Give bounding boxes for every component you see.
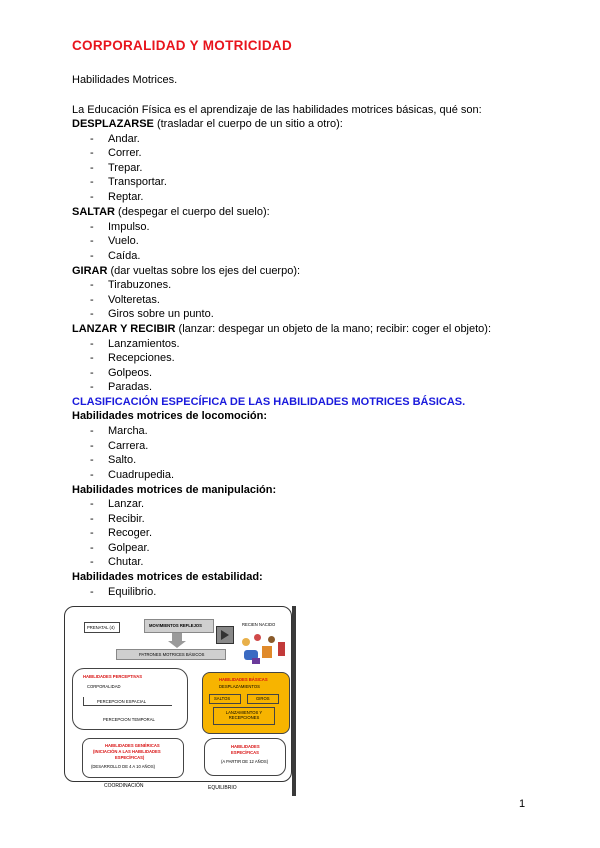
list-item: - Recibir. bbox=[90, 513, 145, 525]
prenatal-box: PRENATAL (4) bbox=[84, 622, 120, 633]
list-item: - Equilibrio. bbox=[90, 586, 157, 598]
motor-skills-diagram bbox=[64, 606, 296, 796]
newborn-label: RECIEN NACIDO bbox=[240, 620, 280, 629]
list-item: - Marcha. bbox=[90, 425, 148, 437]
list-item: - Paradas. bbox=[90, 381, 153, 393]
group-lanzar-heading: LANZAR Y RECIBIR (lanzar: despegar un objeto de la mano; recibir: coger el objeto): bbox=[72, 323, 492, 335]
list-item: - Lanzar. bbox=[90, 498, 145, 510]
list-item: - Transportar. bbox=[90, 176, 167, 188]
specific-skills-box: HABILIDADES ESPECÍFICAS (A PARTIR DE 12 AÑOS) bbox=[204, 738, 286, 776]
group-heading: DESPLAZARSE bbox=[72, 118, 154, 130]
list-item: - Correr. bbox=[90, 147, 142, 159]
list-item: - Reptar. bbox=[90, 191, 144, 203]
page-number: 1 bbox=[519, 798, 526, 810]
list-item: - Giros sobre un punto. bbox=[90, 308, 214, 320]
group-saltar-heading: SALTAR (despegar el cuerpo del suelo): bbox=[72, 206, 270, 218]
document-title: CORPORALIDAD Y MOTRICIDAD bbox=[72, 38, 293, 53]
play-arrow-icon bbox=[216, 626, 234, 644]
group-girar-heading: GIRAR (dar vueltas sobre los ejes del cuerpo): bbox=[72, 265, 301, 277]
reflex-box: MOVIMIENTOS REFLEJOS bbox=[144, 619, 214, 633]
generic-skills-box: HABILIDADES GENÉRICAS (INICIACIÓN A LAS HABILIDADES ESPECÍFICAS) (DESARROLLO DE 4 A 10 AÑOS) bbox=[82, 738, 184, 778]
list-item: - Andar. bbox=[90, 133, 140, 145]
list-item: - Caída. bbox=[90, 250, 141, 262]
list-item: - Recoger. bbox=[90, 527, 153, 539]
balance-label: EQUILIBRIO bbox=[208, 785, 237, 791]
class-manipulacion-heading: Habilidades motrices de manipulación: bbox=[72, 484, 277, 496]
perceptive-skills-box: HABILIDADES PERCEPTIVAS CORPORALIDAD PERCEPCION ESPACIAL PERCEPCION TEMPORAL bbox=[72, 668, 188, 730]
list-item: - Lanzamientos. bbox=[90, 338, 180, 350]
diagram-edge bbox=[292, 606, 296, 796]
class-locomocion-heading: Habilidades motrices de locomoción: bbox=[72, 410, 267, 422]
list-item: - Golpear. bbox=[90, 542, 150, 554]
class-estabilidad-heading: Habilidades motrices de estabilidad: bbox=[72, 571, 263, 583]
intro-paragraph: La Educación Física es el aprendizaje de las habilidades motrices básicas, qué son: bbox=[72, 104, 482, 116]
coordination-label: COORDINACIÓN bbox=[104, 783, 144, 789]
children-illustration bbox=[240, 632, 288, 666]
list-item: - Trepar. bbox=[90, 162, 143, 174]
list-item: - Golpeos. bbox=[90, 367, 153, 379]
down-arrow-icon bbox=[172, 633, 182, 641]
list-item: - Chutar. bbox=[90, 556, 144, 568]
list-item: - Salto. bbox=[90, 454, 137, 466]
classification-title: CLASIFICACIÓN ESPECÍFICA DE LAS HABILIDADES MOTRICES BÁSICAS. bbox=[72, 396, 466, 408]
list-item: - Volteretas. bbox=[90, 294, 160, 306]
list-item: - Recepciones. bbox=[90, 352, 175, 364]
list-item: - Vuelo. bbox=[90, 235, 139, 247]
subtitle: Habilidades Motrices. bbox=[72, 74, 178, 86]
list-item: - Tirabuzones. bbox=[90, 279, 172, 291]
group-description: (trasladar el cuerpo de un sitio a otro): bbox=[153, 118, 343, 130]
basic-patterns-bar: PATRONES MOTRICES BÁSICOS bbox=[116, 649, 226, 660]
list-item: - Carrera. bbox=[90, 440, 149, 452]
list-item: - Cuadrupedia. bbox=[90, 469, 175, 481]
basic-skills-box: HABILIDADES BÁSICAS DESPLAZAMIENTOS SALTOS GIROS LANZAMIENTOS Y RECEPCIONES bbox=[202, 672, 290, 734]
list-item: - Impulso. bbox=[90, 221, 150, 233]
group-desplazarse-heading bbox=[72, 117, 343, 131]
